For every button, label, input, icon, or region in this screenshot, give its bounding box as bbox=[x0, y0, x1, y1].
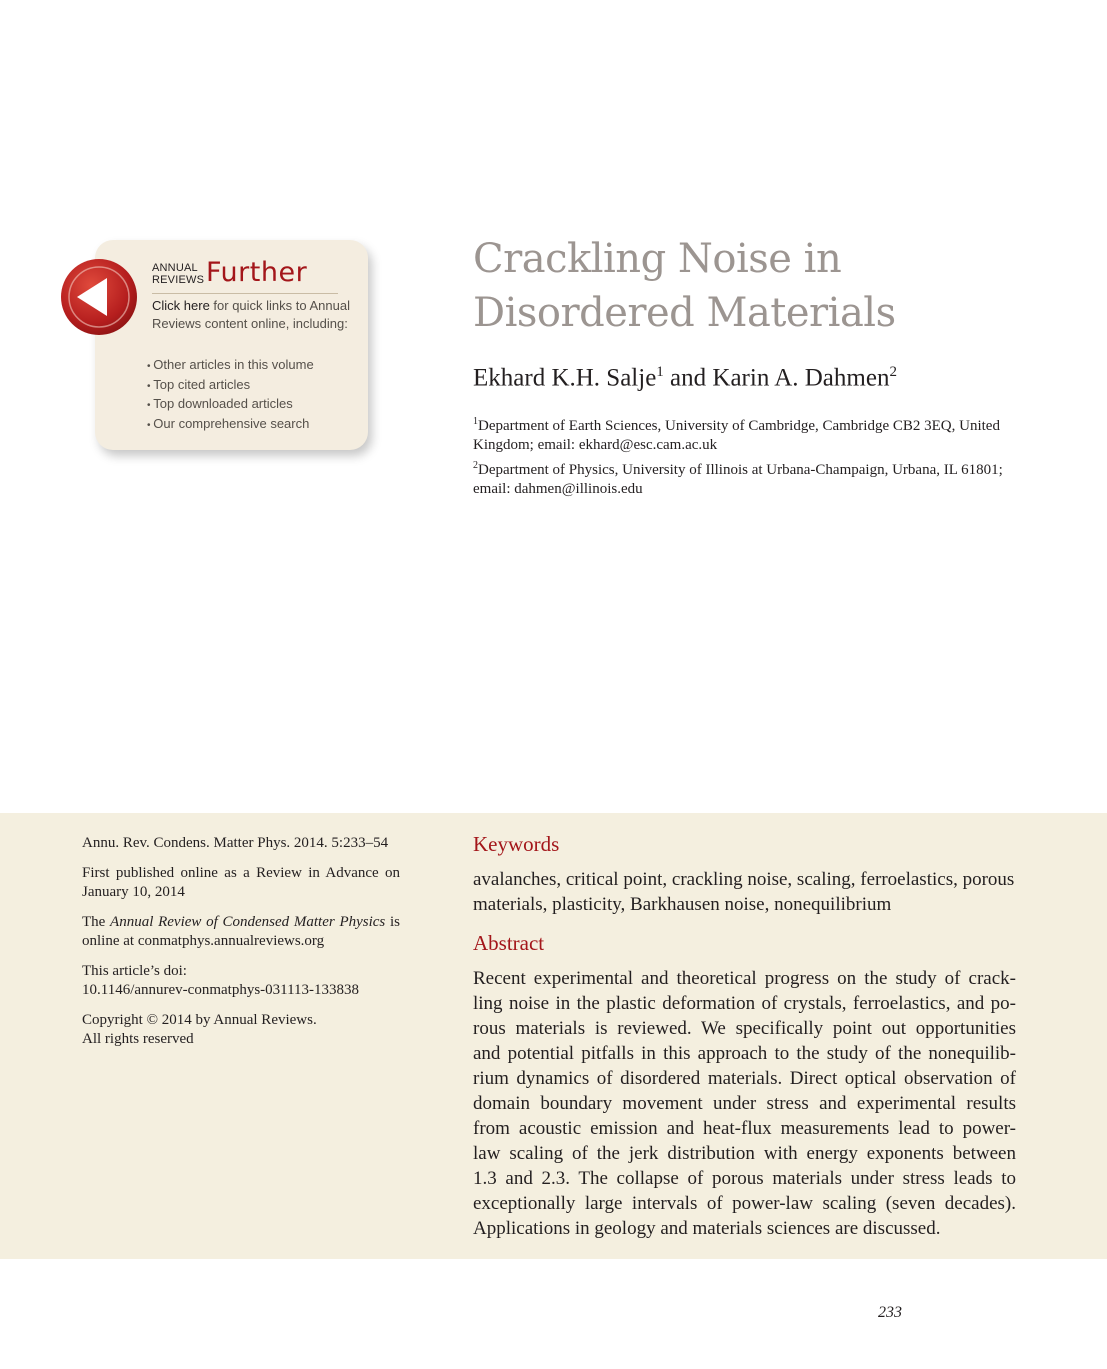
further-links bbox=[147, 356, 357, 434]
back-arrow-icon[interactable] bbox=[60, 258, 138, 336]
link-other-articles[interactable]: • Other articles in this volume bbox=[147, 356, 357, 376]
citation: Annu. Rev. Condens. Matter Phys. 2014. 5:233–54 bbox=[82, 835, 389, 851]
doi-value[interactable]: 10.1146/annurev-conmatphys-031113-133838 bbox=[82, 982, 360, 998]
article-title: Crackling Noise in Disordered Materials bbox=[473, 236, 896, 336]
doi: This article’s doi: 10.1146/annurev-conmatphys-031113-133838 bbox=[82, 963, 360, 998]
author-list: Ekhard K.H. Salje$^1$ and Karin A. Dahmen$^2$ bbox=[473, 364, 897, 392]
author-name: Karin A. Dahmen bbox=[712, 364, 890, 392]
author-name: Ekhard K.H. Salje bbox=[473, 364, 657, 392]
divider bbox=[152, 293, 338, 294]
affiliation: $^2$Department of Physics, University of Illinois at Urbana-Champaign, Urbana, IL 61801; email: dahmen@illinois.edu bbox=[473, 460, 1003, 497]
copyright: Copyright © 2014 by Annual Reviews. All rights reserved bbox=[82, 1012, 317, 1047]
abstract-heading: Abstract bbox=[473, 931, 545, 955]
abstract-text: Recent experimental and theoretical progress on the study of crack- ling noise in the plastic deformation of crystals, ferroelastics, and po- rous materials is reviewed. We specifically point out opportunities and potential pitfalls in this approach to the study of the nonequilib- rium dynamics of disordered materials. Direct optical observation of domain boundary movement under stress and experimental results from acoustic emission and heat-flux measurements lead to power- law scaling of the jerk distribution with energy exponents between 1.3 and 2.3. The collapse of porous materials under stress leads to exceptionally large intervals of power-law scaling (seven decades). Applications in geology and materials sciences are discussed. bbox=[473, 968, 1016, 1239]
link-comprehensive-search[interactable]: • Our comprehensive search bbox=[147, 415, 357, 435]
further-description: Click here for quick links to Annual Reviews content online, including: bbox=[152, 298, 350, 331]
further-header bbox=[152, 257, 340, 292]
keywords-text: avalanches, critical point, crackling noise, scaling, ferroelastics, porous materials, plasticity, Barkhausen noise, nonequilibrium bbox=[473, 869, 1015, 915]
further-title: Further bbox=[206, 257, 308, 288]
affiliation: $^1$Department of Earth Sciences, University of Cambridge, Cambridge CB2 3EQ, United Kingdom; email: ekhard@esc.cam.ac.uk bbox=[473, 416, 1000, 453]
publication-date: First published online as a Review in Advance on January 10, 2014 bbox=[82, 865, 400, 900]
annual-reviews-logo: ANNUAL REVIEWS bbox=[152, 262, 205, 286]
keywords-heading: Keywords bbox=[473, 832, 560, 856]
link-top-cited[interactable]: • Top cited articles bbox=[147, 376, 357, 396]
page-number: 233 bbox=[878, 1304, 902, 1321]
journal-online: The Annual Review of Condensed Matter Physics is online at conmatphys.annualreviews.org bbox=[82, 914, 400, 949]
click-here-link[interactable]: Click here bbox=[152, 298, 210, 313]
link-top-downloaded[interactable]: • Top downloaded articles bbox=[147, 395, 357, 415]
article-meta bbox=[82, 834, 400, 1060]
